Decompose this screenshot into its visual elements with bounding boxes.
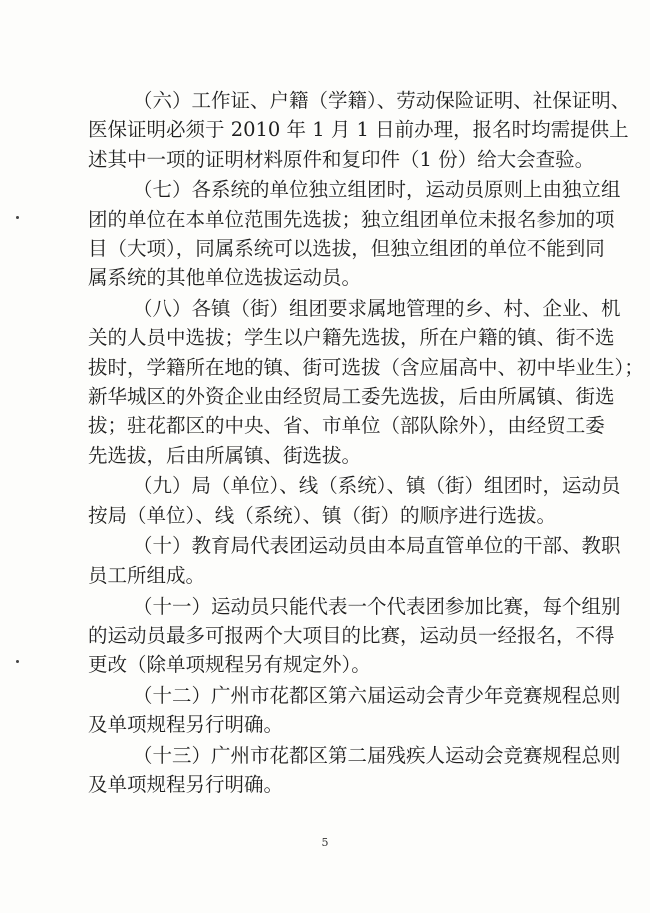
scan-speck <box>16 216 19 219</box>
text-line: 团的单位在本单位范围先选拔；独立组团单位未报名参加的项 <box>88 207 615 231</box>
text-line: 拔时，学籍所在地的镇、街可选拔（含应届高中、初中毕业生）； <box>88 355 644 379</box>
text-line: 拔；驻花都区的中央、省、市单位（部队除外），由经贸工委 <box>88 414 605 438</box>
paragraph <box>88 471 621 530</box>
paragraph <box>88 592 621 680</box>
paragraph <box>88 741 621 800</box>
text-line: （十三）广州市花都区第二届残疾人运动会竞赛规程总则 <box>133 744 621 768</box>
text-line: 员工所组成。 <box>88 563 206 587</box>
text-line: 目（大项），同属系统可以选拔，但独立组团的单位不能到同 <box>88 236 605 260</box>
text-line: 及单项规程另行明确。 <box>88 713 284 737</box>
text-line: （十一）运动员只能代表一个代表团参加比赛，每个组别 <box>133 594 621 618</box>
text-line: 先选拔，后由所属镇、街选拔。 <box>88 443 362 467</box>
text-line: 新华城区的外资企业由经贸局工委先选拔，后由所属镇、街选 <box>88 384 615 408</box>
page-number: 5 <box>321 836 329 849</box>
text-line: 按局（单位）、线（系统）、镇（街）的顺序进行选拔。 <box>88 503 557 527</box>
text-line: 更改（除单项规程另有规定外）。 <box>88 653 371 677</box>
text-line: （七）各系统的单位独立组团时，运动员原则上由独立组 <box>133 178 621 202</box>
text-line: 述其中一项的证明材料原件和复印件（1 份）给大会查验。 <box>88 147 595 171</box>
text-line: 关的人员中选拔；学生以户籍先选拔，所在户籍的镇、街不选 <box>88 326 615 350</box>
paragraph <box>88 531 621 590</box>
text-line: 的运动员最多可报两个大项目的比赛，运动员一经报名，不得 <box>88 623 615 647</box>
text-line: （八）各镇（街）组团要求属地管理的乡、村、企业、机 <box>133 297 621 321</box>
text-line: 及单项规程另行明确。 <box>88 773 284 797</box>
text-line: （十）教育局代表团运动员由本局直管单位的干部、教职 <box>133 534 621 558</box>
text-line: 医保证明必须于 2010 年 1 月 1 日前办理，报名时均需提供上 <box>88 118 629 142</box>
paragraph <box>88 175 621 292</box>
text-line: （十二）广州市花都区第六届运动会青少年竞赛规程总则 <box>133 683 621 707</box>
text-line: 属系统的其他单位选拔运动员。 <box>88 266 362 290</box>
paragraph <box>88 294 644 470</box>
document-body <box>88 86 644 801</box>
paragraph <box>88 86 631 174</box>
text-line: （九）局（单位）、线（系统）、镇（街）组团时，运动员 <box>133 474 621 498</box>
paragraph <box>88 681 621 740</box>
scan-speck <box>16 660 19 663</box>
text-line: （六）工作证、户籍（学籍）、劳动保险证明、社保证明、 <box>133 89 631 112</box>
